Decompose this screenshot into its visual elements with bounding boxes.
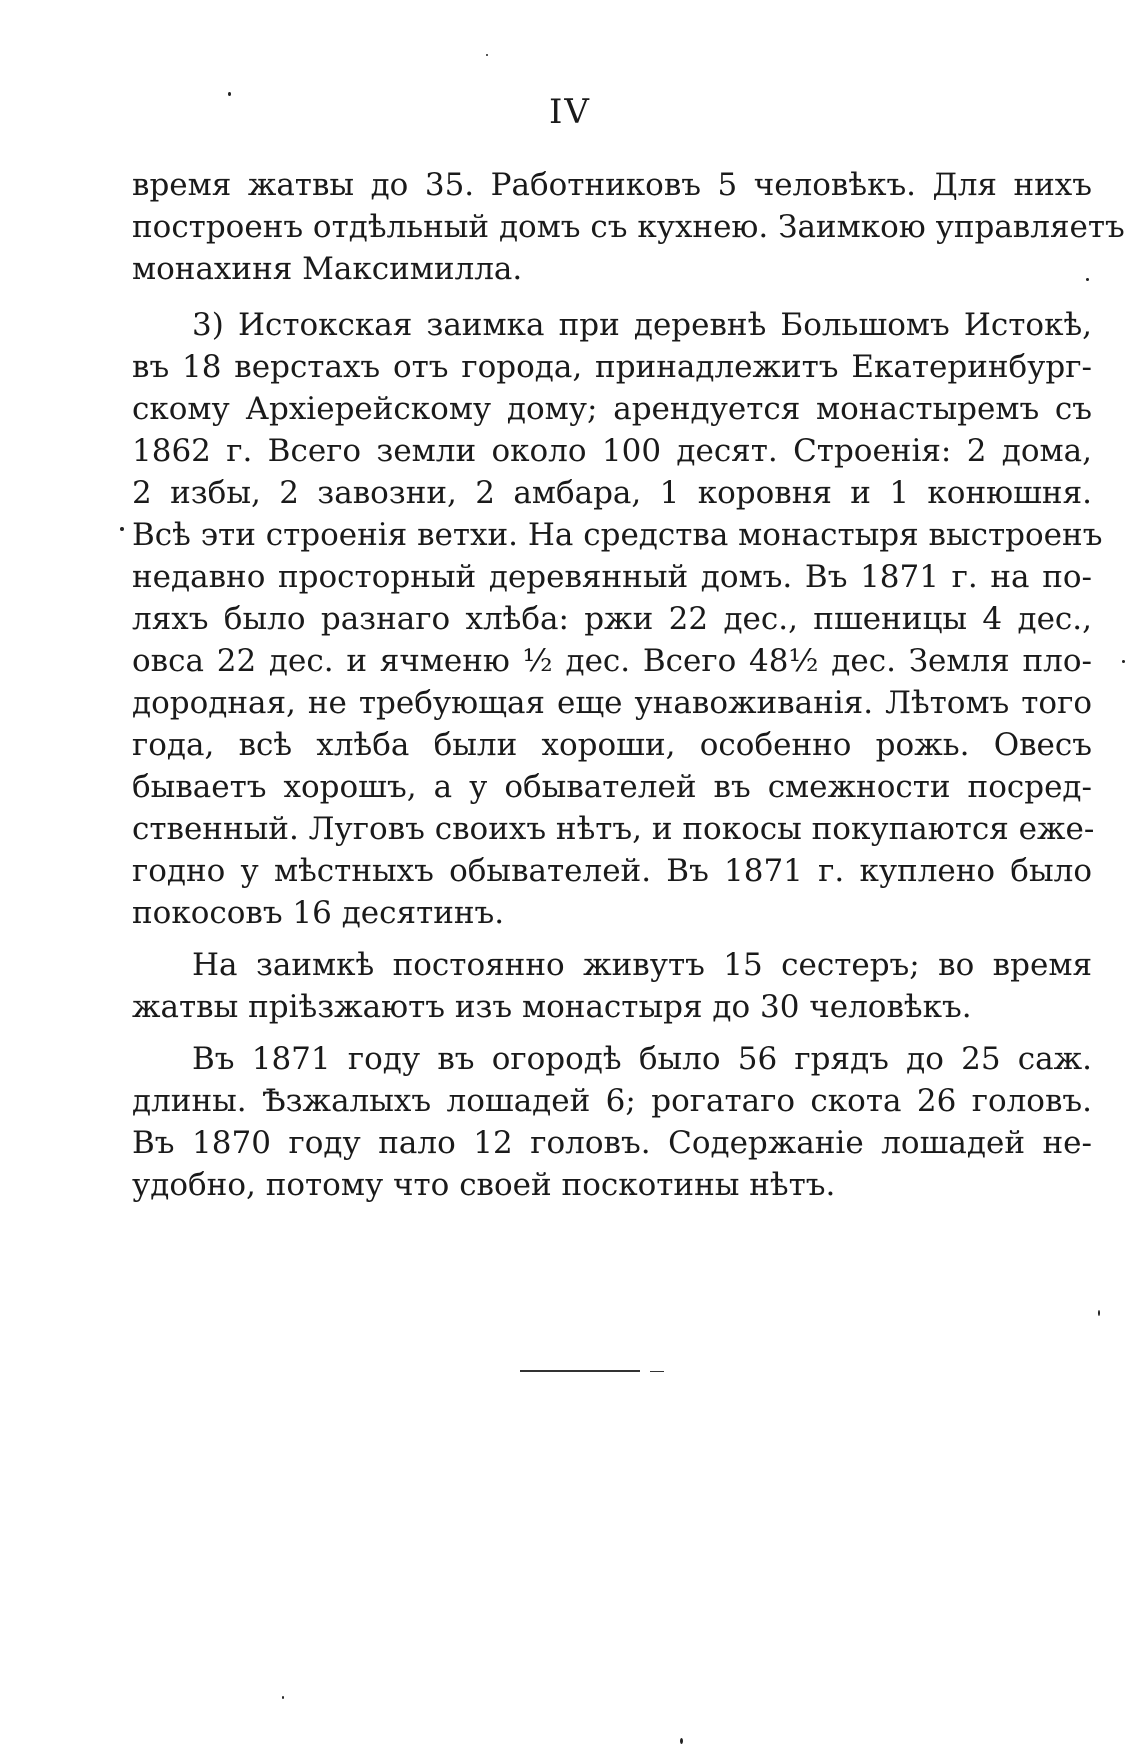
text-line: въ 18 верстахъ отъ города, принадлежитъ Екатеринбург- <box>132 349 1092 385</box>
end-rule <box>520 1370 640 1372</box>
print-speck <box>228 92 231 96</box>
print-speck <box>486 54 488 56</box>
print-speck <box>1086 278 1089 281</box>
text-line: удобно, потому что своей поскотины нѣтъ. <box>132 1167 836 1203</box>
text-line: ственный. Луговъ своихъ нѣтъ, и покосы покупаются еже- <box>132 811 1095 847</box>
text-line: Въ 1871 году въ огородѣ было 56 грядъ до 25 саж. <box>192 1041 1092 1077</box>
page-number: IV <box>549 92 591 132</box>
text-line: На заимкѣ постоянно живутъ 15 сестеръ; во время <box>192 947 1092 983</box>
print-speck <box>1098 1310 1100 1316</box>
text-line: недавно просторный деревянный домъ. Въ 1871 г. на по- <box>132 559 1092 595</box>
print-speck <box>1122 660 1125 663</box>
text-line: скому Архіерейскому дому; арендуется монастыремъ съ <box>132 391 1092 427</box>
text-line: длины. Ѣзжалыхъ лошадей 6; рогатаго скота 26 головъ. <box>132 1083 1092 1119</box>
print-speck <box>120 527 124 531</box>
text-line: Въ 1870 году пало 12 головъ. Содержаніе лошадей не- <box>132 1125 1092 1161</box>
text-line: 2 избы, 2 завозни, 2 амбара, 1 коровня и 1 конюшня. <box>132 475 1092 511</box>
text-line: годно у мѣстныхъ обывателей. Въ 1871 г. куплено было <box>132 853 1092 889</box>
print-speck <box>680 1738 683 1744</box>
print-speck <box>282 1696 284 1699</box>
text-line: построенъ отдѣльный домъ съ кухнею. Заимкою управляетъ <box>132 209 1125 245</box>
text-line: жатвы пріѣзжаютъ изъ монастыря до 30 человѣкъ. <box>132 989 972 1025</box>
text-line: покосовъ 16 десятинъ. <box>132 895 505 931</box>
text-line: монахиня Максимилла. <box>132 251 523 287</box>
text-line: Всѣ эти строенія ветхи. На средства монастыря выстроенъ <box>132 517 1103 553</box>
text-line: года, всѣ хлѣба были хороши, особенно рожь. Овесъ <box>132 727 1092 763</box>
end-rule-tail <box>650 1371 664 1372</box>
text-line: овса 22 дес. и ячменю ½ дес. Всего 48½ дес. Земля пло- <box>132 643 1092 679</box>
text-line: 1862 г. Всего земли около 100 десят. Строенія: 2 дома, <box>132 433 1092 469</box>
text-line: бываетъ хорошъ, а у обывателей въ смежности посред- <box>132 769 1092 805</box>
text-line: 3) Истокская заимка при деревнѣ Большомъ Истокѣ, <box>192 307 1092 343</box>
text-line: время жатвы до 35. Работниковъ 5 человѣкъ. Для нихъ <box>132 167 1092 203</box>
text-line: ляхъ было разнаго хлѣба: ржи 22 дес., пшеницы 4 дес., <box>132 601 1092 637</box>
text-line: дородная, не требующая еще унавоживанія. Лѣтомъ того <box>132 685 1092 721</box>
